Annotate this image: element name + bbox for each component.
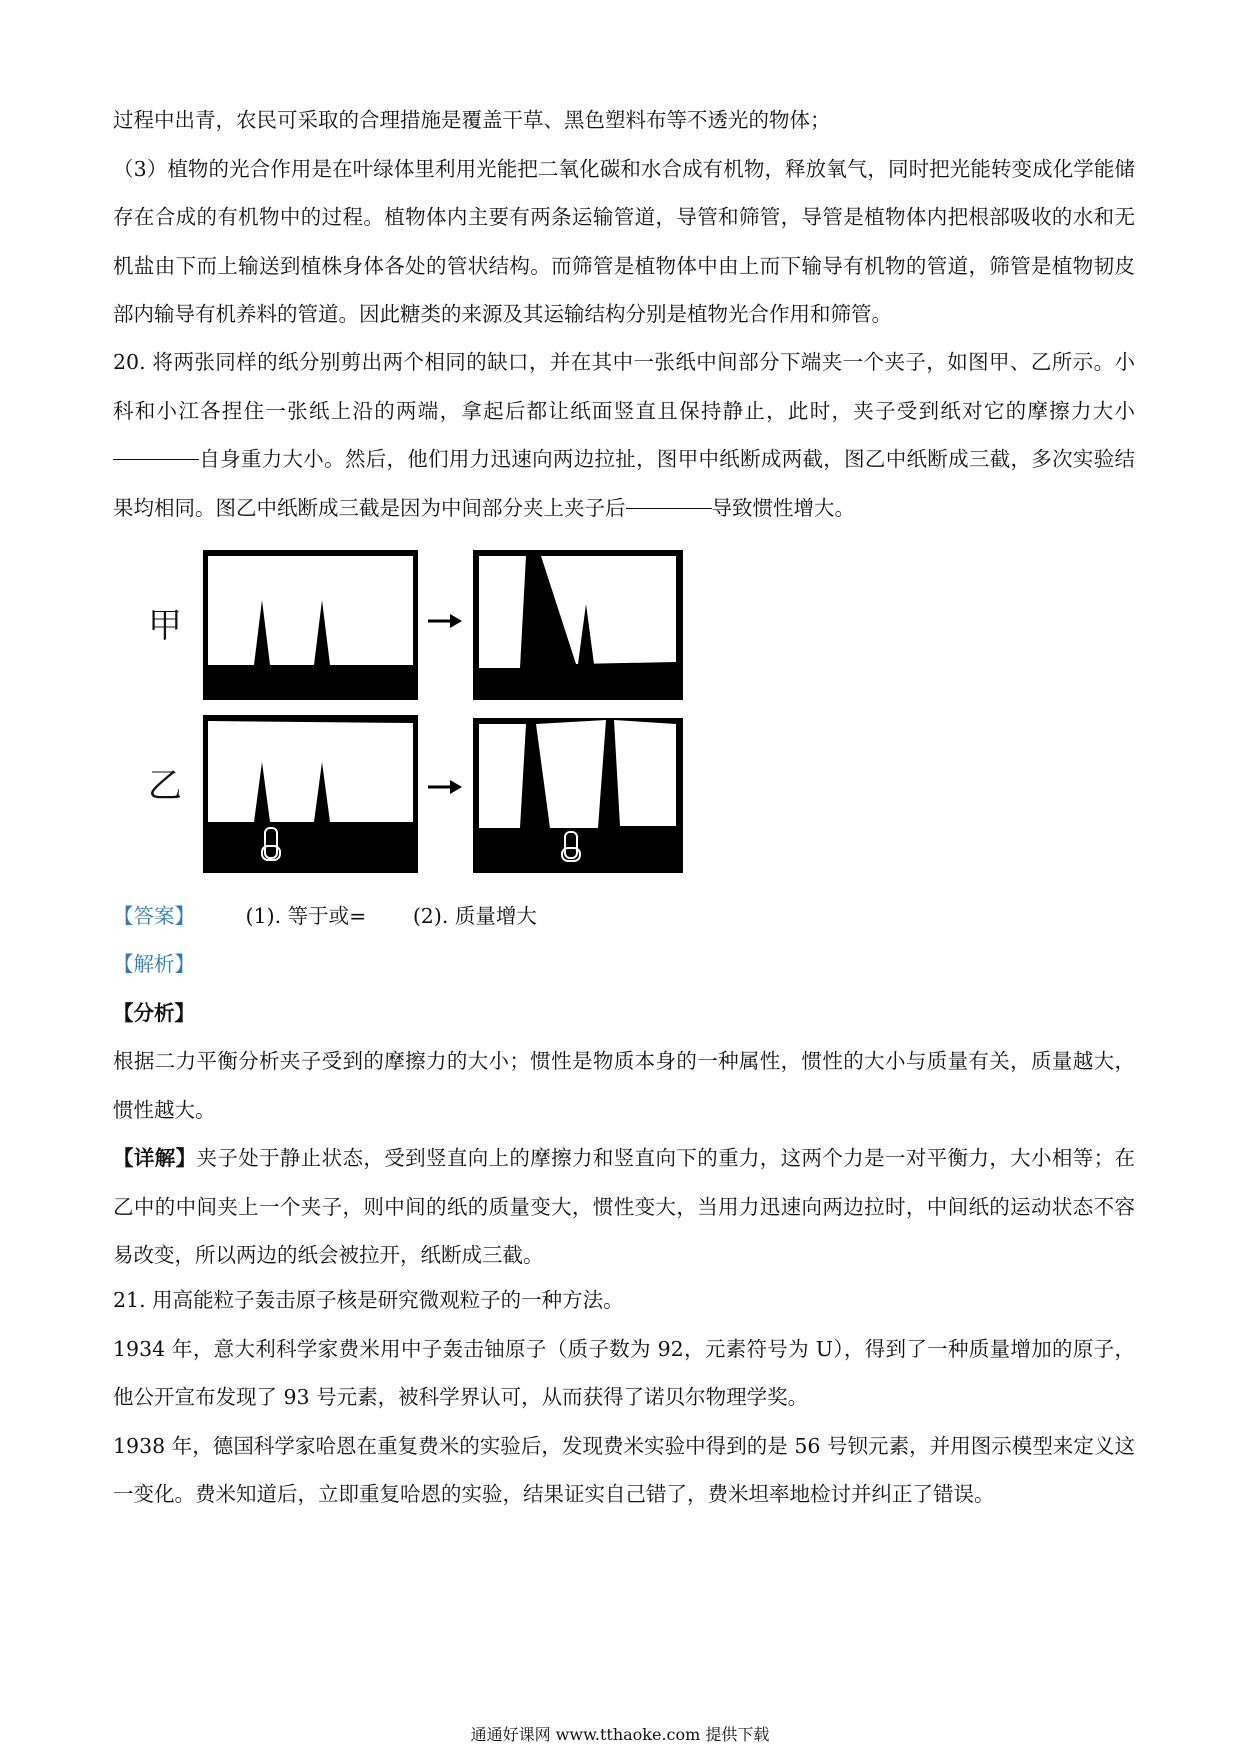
fenxi-tag: 【分析】	[113, 1000, 195, 1025]
figure-label-jia: 甲	[148, 606, 182, 646]
page-footer: 通通好课网 www.tthaoke.com 提供下载	[470, 1725, 770, 1744]
xiangjie-text: 夹子处于静止状态，受到竖直向上的摩擦力和竖直向下的重力，这两个力是一对平衡力，大小相等；在乙中的中间夹上一个夹子，则中间的纸的质量变大，惯性变大，当用力迅速向两边拉时，中间纸的运动状态不容易改变，所以两边的纸会被拉开，纸断成三截。	[113, 1146, 1136, 1267]
paper-tearing-figure	[148, 540, 728, 880]
answer-row	[113, 892, 537, 940]
fenxi-text: 根据二力平衡分析夹子受到的摩擦力的大小；惯性是物质本身的一种属性，惯性的大小与质量有关，质量越大，惯性越大。	[113, 1049, 1135, 1122]
question-20-text	[113, 338, 1135, 532]
q21-para2: 1934 年，意大利科学家费米用中子轰击铀原子（质子数为 92，元素符号为 U），得到了一种质量增加的原子，他公开宣布发现了 93 号元素，被科学界认可，从而获得了诺贝尔物理学奖。	[113, 1336, 1135, 1409]
q20-part2: 自身重力大小。然后，他们用力迅速向两边拉扯，图甲中纸断成两截，图乙中纸断成三截，多次实验结果均相同。图乙中纸断成三截是因为中间部分夹上夹子后	[113, 447, 1135, 520]
xiangjie-tag: 【详解】	[113, 1146, 197, 1170]
jiexi-tag: 【解析】	[113, 952, 195, 976]
q21-line1: 21. 用高能粒子轰击原子核是研究微观粒子的一种方法。	[113, 1288, 624, 1312]
question-21	[113, 1276, 1135, 1519]
arrow-top	[428, 614, 462, 628]
answer-blank-1	[113, 458, 199, 460]
jia-after-panel	[473, 550, 683, 700]
paragraph-photosynthesis: （3）植物的光合作用是在叶绿体里利用光能把二氧化碳和水合成有机物，释放氧气，同时把光能转变成化学能储存在合成的有机物中的过程。植物体内主要有两条运输管道，导管和筛管，导管是植物体内把根部吸收的水和无机盐由下而上输送到植株身体各处的管状结构。而筛管是植物体中由上而下输导有机物的管道，筛管是植物韧皮部内输导有机养料的管道。因此糖类的来源及其运输结构分别是植物光合作用和筛管。	[113, 156, 1135, 326]
yi-after-panel	[473, 718, 683, 873]
arrow-bottom	[428, 780, 462, 794]
answer-tag: 【答案】	[113, 904, 195, 928]
answer-1: (1). 等于或=	[245, 904, 367, 928]
q20-part1: 20. 将两张同样的纸分别剪出两个相同的缺口，并在其中一张纸中间部分下端夹一个夹子，如图甲、乙所示。小科和小江各捏住一张纸上沿的两端，拿起后都让纸面竖直且保持静止，此时，夹子受到纸对它的摩擦力大小	[113, 350, 1135, 423]
figure-drawing	[148, 540, 728, 880]
q21-para3: 1938 年，德国科学家哈恩在重复费米的实验后，发现费米实验中得到的是 56 号钡元素，并用图示模型来定义这一变化。费米知道后，立即重复哈恩的实验，结果证实自己错了，费米坦率地检讨并纠正了错误。	[113, 1433, 1135, 1506]
prev-answer-block	[113, 96, 1135, 339]
answer-blank-2	[626, 507, 712, 509]
q20-part3: 导致惯性增大。	[711, 495, 855, 520]
jia-before-panel	[203, 550, 418, 700]
question-20	[113, 338, 1135, 532]
answer-2: (2). 质量增大	[412, 904, 537, 928]
figure-label-yi: 乙	[148, 766, 182, 806]
paragraph-measure: 过程中出青，农民可采取的合理措施是覆盖干草、黑色塑料布等不透光的物体；	[113, 108, 831, 132]
yi-before-panel	[203, 715, 418, 873]
analysis-block	[113, 940, 1135, 1280]
